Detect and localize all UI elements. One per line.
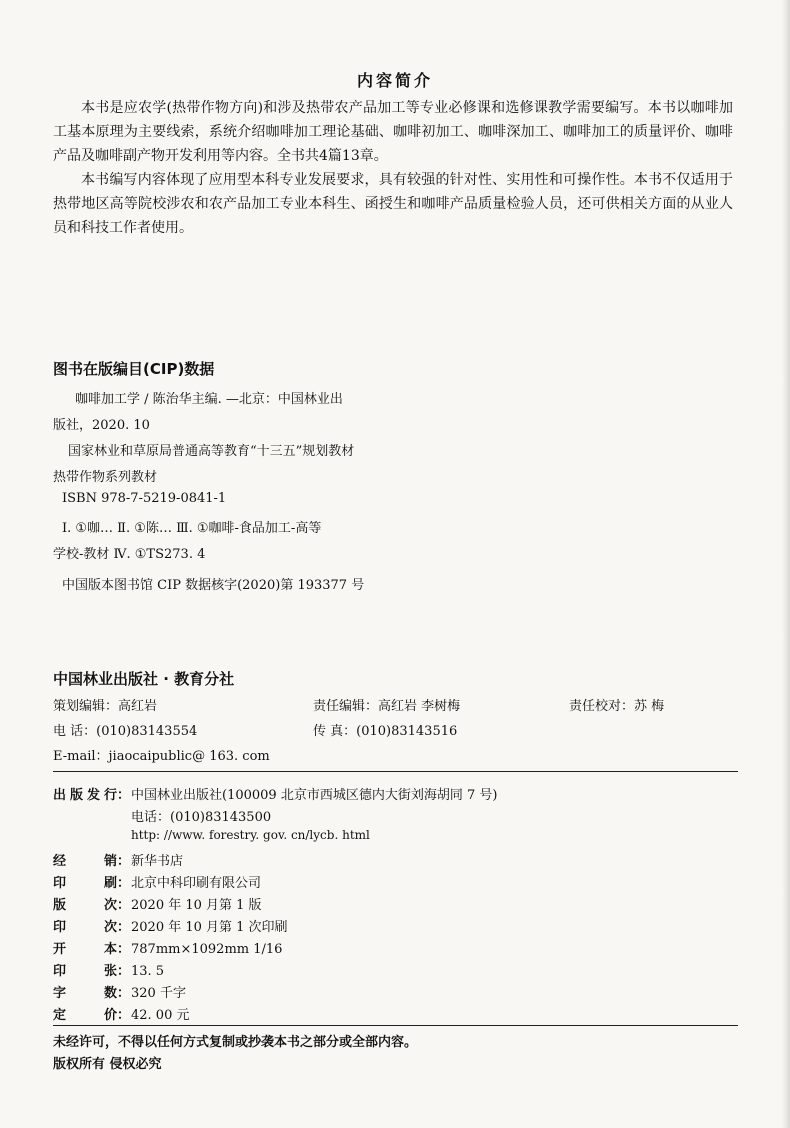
detail-row: 出版发行：中国林业出版社(100009 北京市西城区德内大街刘海胡同 7 号) (53, 784, 497, 803)
detail-row: 经销：新华书店 (53, 850, 183, 869)
detail-key: 印刷 (53, 876, 117, 891)
page-edge-shadow (782, 0, 790, 1128)
detail-row: 印刷：北京中科印刷有限公司 (53, 872, 261, 891)
intro-paragraph-1: 本书是应农学(热带作物方向)和涉及热带农产品加工等专业必修课和选修课教学需要编写。本书以咖啡加工基本原理为主要线索，系统介绍咖啡加工理论基础、咖啡初加工、咖啡深加工、咖啡加工的质量评价、咖啡产品及咖啡副产物开发利用等内容。全书共4篇13章。 (53, 100, 733, 164)
detail-value: 新华书店 (131, 854, 184, 869)
detail-row: 印次：2020 年 10 月第 1 次印刷 (53, 916, 288, 935)
cip-line: 国家林业和草原局普通高等教育“十三五”规划教材 (68, 444, 355, 459)
detail-value: 13. 5 (131, 964, 165, 979)
detail-row: 定价：42. 00 元 (53, 1004, 189, 1023)
divider (53, 1025, 738, 1026)
responsible-editor: 责任编辑：高红岩 李树梅 (313, 699, 461, 714)
cip-line: 热带作物系列教材 (53, 470, 158, 485)
rights-reserved: 版权所有 侵权必究 (53, 1057, 162, 1072)
proofreader: 责任校对：苏 梅 (569, 699, 665, 714)
detail-value: 2020 年 10 月第 1 次印刷 (131, 920, 288, 935)
detail-key: 字数 (53, 986, 117, 1001)
detail-value: 中国林业出版社(100009 北京市西城区德内大街刘海胡同 7 号) (131, 788, 498, 803)
cip-line: 学校-教材 Ⅳ. ①TS273. 4 (53, 547, 206, 562)
detail-value: 320 千字 (131, 986, 186, 1001)
intro-title: 内容简介 (356, 71, 433, 90)
phone-row (53, 720, 197, 739)
detail-row: 开本：787mm×1092mm 1/16 (53, 938, 282, 957)
phone-value: (010)83143554 (96, 724, 198, 739)
detail-value: 2020 年 10 月第 1 版 (131, 898, 262, 913)
detail-value: 42. 00 元 (131, 1008, 190, 1023)
cip-title: 图书在版编目(CIP)数据 (53, 360, 215, 378)
cip-line: 版社，2020. 10 (53, 418, 150, 433)
publisher-phone: 电话：(010)83143500 (131, 810, 272, 825)
detail-key: 开本 (53, 942, 117, 957)
detail-key: 印张 (53, 964, 117, 979)
divider (53, 771, 738, 772)
fax-value: (010)83143516 (356, 724, 458, 739)
copyright-notice: 未经许可，不得以任何方式复制或抄袭本书之部分或全部内容。 (53, 1035, 418, 1050)
detail-key: 定价 (53, 1008, 117, 1023)
planning-editor: 策划编辑：高红岩 (53, 699, 158, 714)
detail-value: 787mm×1092mm 1/16 (131, 942, 283, 957)
detail-value: 北京中科印刷有限公司 (131, 876, 262, 891)
publisher-url: http: //www. forestry. gov. cn/lycb. html (131, 828, 370, 842)
phone-label: 电 话： (53, 724, 97, 739)
publisher-title: 中国林业出版社 · 教育分社 (53, 670, 235, 688)
detail-key: 印次 (53, 920, 117, 935)
detail-row: 印张：13. 5 (53, 960, 164, 979)
detail-row: 版次：2020 年 10 月第 1 版 (53, 894, 262, 913)
fax-label: 传 真： (313, 724, 357, 739)
detail-row: 字数：320 千字 (53, 982, 186, 1001)
cip-line: 咖啡加工学 / 陈治华主编. —北京：中国林业出 (75, 392, 343, 407)
detail-key: 版次 (53, 898, 117, 913)
cip-record-number: 中国版本图书馆 CIP 数据核字(2020)第 193377 号 (62, 578, 365, 593)
cip-line: Ⅰ. ①咖… Ⅱ. ①陈… Ⅲ. ①咖啡-食品加工-高等 (62, 521, 322, 536)
email: E-mail：jiaocaipublic@ 163. com (53, 749, 270, 764)
detail-key: 经销 (53, 854, 117, 869)
cip-isbn: ISBN 978-7-5219-0841-1 (62, 491, 227, 506)
intro-body (53, 96, 733, 240)
intro-paragraph-2: 本书编写内容体现了应用型本科专业发展要求，具有较强的针对性、实用性和可操作性。本书不仅适用于热带地区高等院校涉农和农产品加工专业本科生、函授生和咖啡产品质量检验人员，还可供相关方面的从业人员和科技工作者使用。 (53, 172, 733, 236)
fax-row (313, 720, 457, 739)
detail-key: 出版发行 (53, 788, 117, 803)
